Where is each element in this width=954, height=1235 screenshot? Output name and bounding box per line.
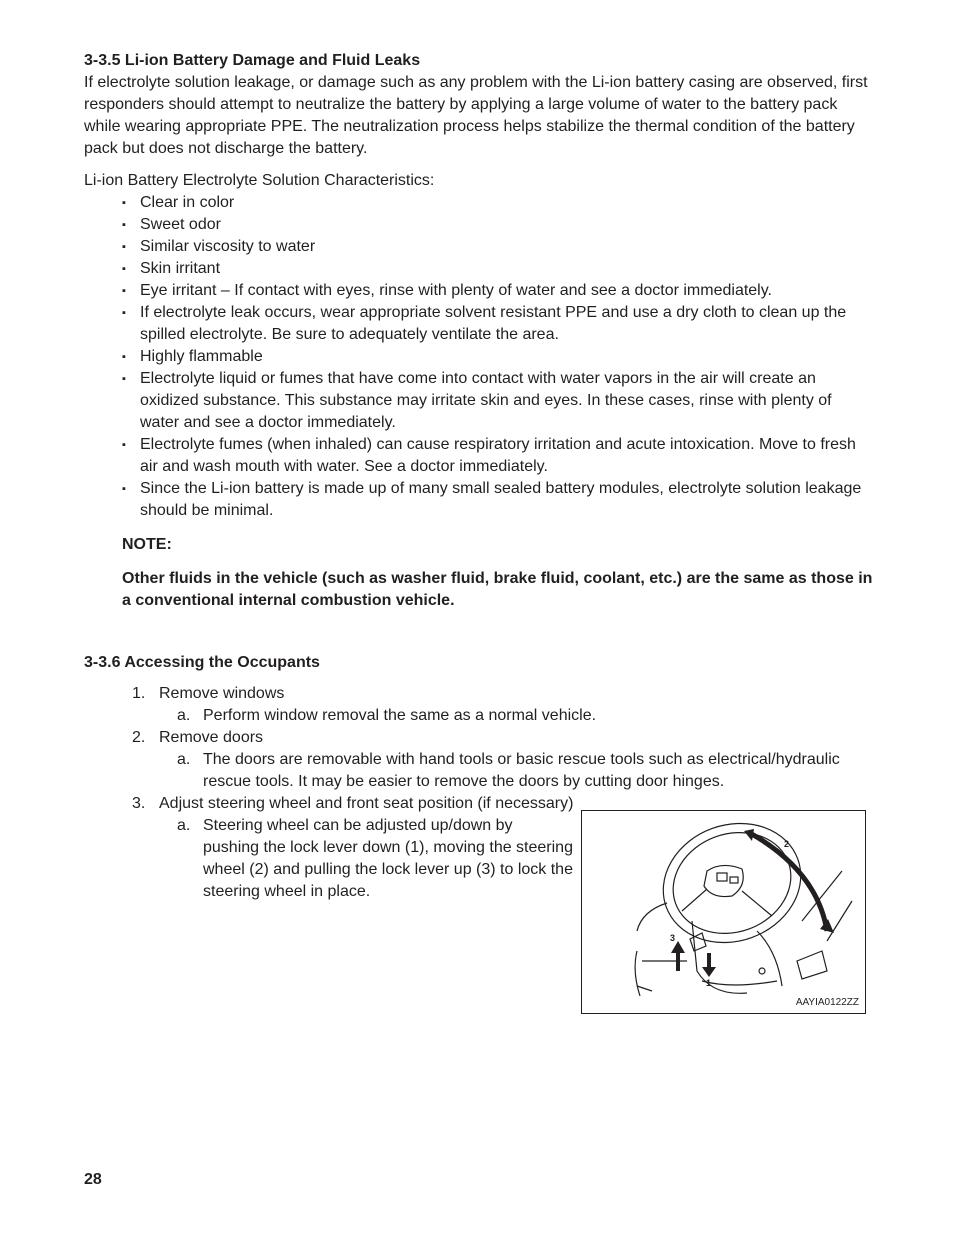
substeps-list <box>159 705 874 727</box>
substep-item <box>177 749 874 793</box>
list-item: ▪ If electrolyte leak occurs, wear appropriate solvent resistant PPE and use a dry cloth to clean up the spilled electrolyte. Be sure to adequately ventilate the area. <box>122 302 874 346</box>
step-item <box>132 683 874 727</box>
step-number: 3. <box>132 795 146 812</box>
note-label: NOTE: <box>122 536 172 553</box>
substep-text: Perform window removal the same as a normal vehicle. <box>203 707 597 724</box>
list-item: ▪ Sweet odor <box>122 214 874 236</box>
substeps-list <box>159 749 874 793</box>
characteristics-intro: Li-ion Battery Electrolyte Solution Characteristics: <box>84 172 435 189</box>
step-text: Adjust steering wheel and front seat position (if necessary) <box>159 795 574 812</box>
list-item: ▪ Eye irritant – If contact with eyes, rinse with plenty of water and see a doctor immediately. <box>122 280 874 302</box>
list-item: ▪ Clear in color <box>122 192 874 214</box>
figure-label-1: 1 <box>706 978 712 988</box>
figure-label-3: 3 <box>670 933 676 943</box>
step-number: 2. <box>132 729 146 746</box>
section-heading-battery-damage: 3-3.5 Li-ion Battery Damage and Fluid Leaks <box>84 52 421 69</box>
step-item <box>132 727 874 793</box>
list-item: ▪ Electrolyte liquid or fumes that have come into contact with water vapors in the air will create an oxidized substance. This substance may irritate skin and eyes. In these cases, rinse with plenty of water and see a doctor immediately. <box>122 368 874 434</box>
characteristics-list <box>84 192 874 522</box>
step-text: Remove windows <box>159 685 285 702</box>
page-content <box>84 50 874 903</box>
list-item: ▪ Since the Li-ion battery is made up of many small sealed battery modules, electrolyte solution leakage should be minimal. <box>122 478 874 522</box>
page-number: 28 <box>84 1171 102 1188</box>
list-item: ▪ Similar viscosity to water <box>122 236 874 258</box>
substep-text: Steering wheel can be adjusted up/down by pushing the lock lever down (1), moving the steering wheel (2) and pulling the lock lever up (3) to lock the steering wheel in place. <box>203 817 573 900</box>
steering-wheel-figure <box>581 810 866 1014</box>
step-number: 1. <box>132 685 146 702</box>
list-item: ▪ Skin irritant <box>122 258 874 280</box>
section-paragraph: If electrolyte solution leakage, or damage such as any problem with the Li-ion battery casing are observed, first responders should attempt to neutralize the battery by applying a large volume of water to the battery pack while wearing appropriate PPE. The neutralization process helps stabilize the thermal condition of the battery pack but does not discharge the battery. <box>84 74 868 157</box>
substep-letter: a. <box>177 751 191 768</box>
step-text: Remove doors <box>159 729 264 746</box>
list-item: ▪ Highly flammable <box>122 346 874 368</box>
substep-item <box>177 705 874 727</box>
figure-code: AAYIA0122ZZ <box>795 997 859 1008</box>
steering-wheel-illustration <box>582 811 865 1013</box>
substep-letter: a. <box>177 707 191 724</box>
section-heading-accessing-occupants: 3-3.6 Accessing the Occupants <box>84 654 320 671</box>
note-text: Other fluids in the vehicle (such as washer fluid, brake fluid, coolant, etc.) are the same as those in a conventional internal combustion vehicle. <box>122 570 873 609</box>
list-item: ▪ Electrolyte fumes (when inhaled) can cause respiratory irritation and acute intoxication. Move to fresh air and wash mouth with water. See a doctor immediately. <box>122 434 874 478</box>
figure-label-2: 2 <box>784 839 790 849</box>
substep-text: The doors are removable with hand tools or basic rescue tools such as electrical/hydraulic rescue tools. It may be easier to remove the doors by cutting door hinges. <box>203 751 840 790</box>
substep-letter: a. <box>177 817 191 834</box>
